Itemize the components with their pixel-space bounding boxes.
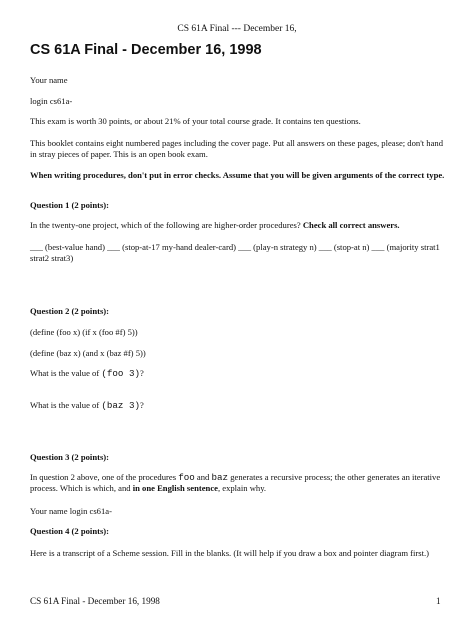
q1-question: In the twenty-one project, which of the following are higher-order procedures?: [30, 220, 301, 230]
q2-def-foo: (define (foo x) (if x (foo #f) 5)): [30, 327, 138, 337]
page-number: 1: [436, 596, 441, 606]
q3-and: and: [196, 472, 210, 482]
login-line: login cs61a-: [30, 96, 73, 106]
q2-expr-foo: (foo 3): [101, 368, 140, 379]
q2-ask-foo-suffix: ?: [139, 368, 144, 378]
q2-heading: Question 2 (2 points):: [30, 306, 110, 316]
q3-part3: , explain why.: [217, 483, 267, 493]
instruction-paragraph: When writing procedures, don't put in error checks. Assume that you will be given arguments of the correct type.: [30, 170, 445, 180]
your-name-line: Your name: [30, 75, 68, 85]
footer-title: CS 61A Final - December 16, 1998: [30, 596, 160, 606]
q1-text: [30, 220, 446, 231]
q3-baz: baz: [211, 472, 229, 483]
q2-ask-baz: [30, 400, 446, 411]
q2-ask-baz-suffix: ?: [139, 400, 144, 410]
name-login-line: Your name login cs61a-: [30, 506, 112, 516]
q3-emphasis: in one English sentence: [132, 483, 218, 493]
q4-text: Here is a transcript of a Scheme session. Fill in the blanks. (It will help if you draw a box and pointer diagram first.): [30, 548, 430, 558]
q1-heading: Question 1 (2 points):: [30, 200, 110, 210]
running-header: CS 61A Final --- December 16,: [177, 24, 297, 34]
q2-ask-foo-prefix: What is the value of: [30, 368, 100, 378]
q3-heading: Question 3 (2 points):: [30, 452, 110, 462]
q2-ask-foo: [30, 368, 446, 379]
worth-paragraph: This exam is worth 30 points, or about 21% of your total course grade. It contains ten questions.: [30, 116, 361, 126]
page-title: CS 61A Final - December 16, 1998: [30, 42, 262, 58]
q2-ask-baz-prefix: What is the value of: [30, 400, 100, 410]
q1-choices: ___ (best-value hand) ___ (stop-at-17 my-hand dealer-card) ___ (play-n strategy n) ___ (stop-at n) ___ (majority strat1 strat2 strat3): [30, 242, 440, 263]
booklet-paragraph: This booklet contains eight numbered pages including the cover page. Put all answers on these pages, please; don't hand in stray pieces of paper. This is an open book exam.: [30, 138, 443, 159]
q3-part2: generates a recursive process; the other generates an iterative process. Which is which, and: [30, 472, 441, 493]
q2-expr-baz: (baz 3): [101, 400, 140, 411]
q3-text: [30, 472, 446, 494]
q3-part1: In question 2 above, one of the procedures: [30, 472, 177, 482]
q4-heading: Question 4 (2 points):: [30, 526, 110, 536]
q3-foo: foo: [178, 472, 195, 483]
q2-def-baz: (define (baz x) (and x (baz #f) 5)): [30, 348, 146, 358]
q1-emphasis: Check all correct answers.: [302, 220, 400, 230]
